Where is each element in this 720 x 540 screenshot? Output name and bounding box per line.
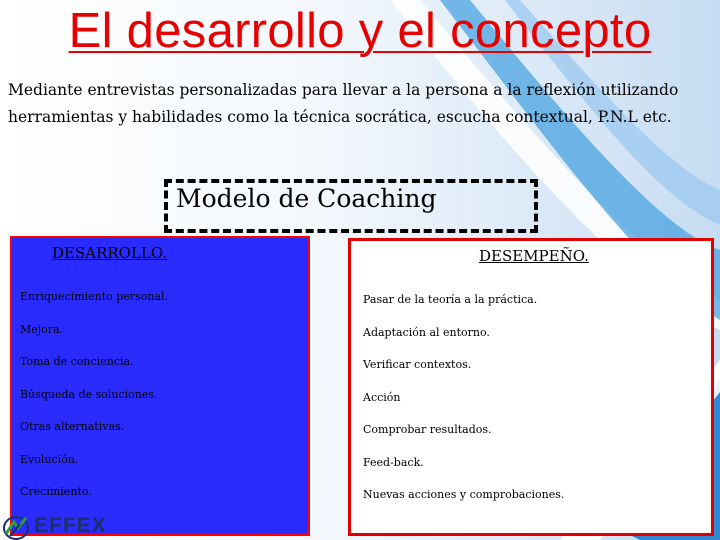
list-item: Crecimiento.	[20, 485, 92, 498]
model-title: Modelo de Coaching	[176, 184, 437, 213]
desarrollo-column	[10, 236, 310, 536]
list-item: Acción	[363, 390, 401, 404]
desarrollo-header: DESARROLLO.	[52, 244, 168, 262]
desempeno-list	[363, 284, 564, 512]
desarrollo-list	[20, 281, 168, 509]
list-item: Verificar contextos.	[363, 358, 472, 371]
slide-title: El desarrollo y el concepto	[68, 4, 652, 58]
list-item: Adaptación al entorno.	[363, 325, 490, 339]
list-item: Evolución.	[20, 452, 79, 466]
list-item: Toma de conciencia.	[20, 355, 134, 368]
list-item: Búsqueda de soluciones.	[20, 387, 158, 401]
list-item: Otras alternativas.	[20, 420, 125, 433]
list-item: Enriquecimiento personal.	[20, 290, 169, 303]
intro-paragraph: Mediante entrevistas personalizadas para llevar a la persona a la reflexión utilizando herramientas y habilidades como la técnica socrática, escucha contextual, P.N.L etc.	[8, 81, 679, 126]
list-item: Mejora.	[20, 322, 64, 336]
list-item: Nuevas acciones y comprobaciones.	[363, 488, 565, 501]
effex-logo-text: EFFEX	[34, 514, 107, 537]
list-item: Pasar de la teoría a la práctica.	[363, 293, 538, 306]
desempeno-column	[348, 238, 714, 536]
desempeno-header: DESEMPEÑO.	[479, 247, 589, 265]
list-item: Comprobar resultados.	[363, 423, 492, 436]
list-item: Feed-back.	[363, 455, 424, 469]
